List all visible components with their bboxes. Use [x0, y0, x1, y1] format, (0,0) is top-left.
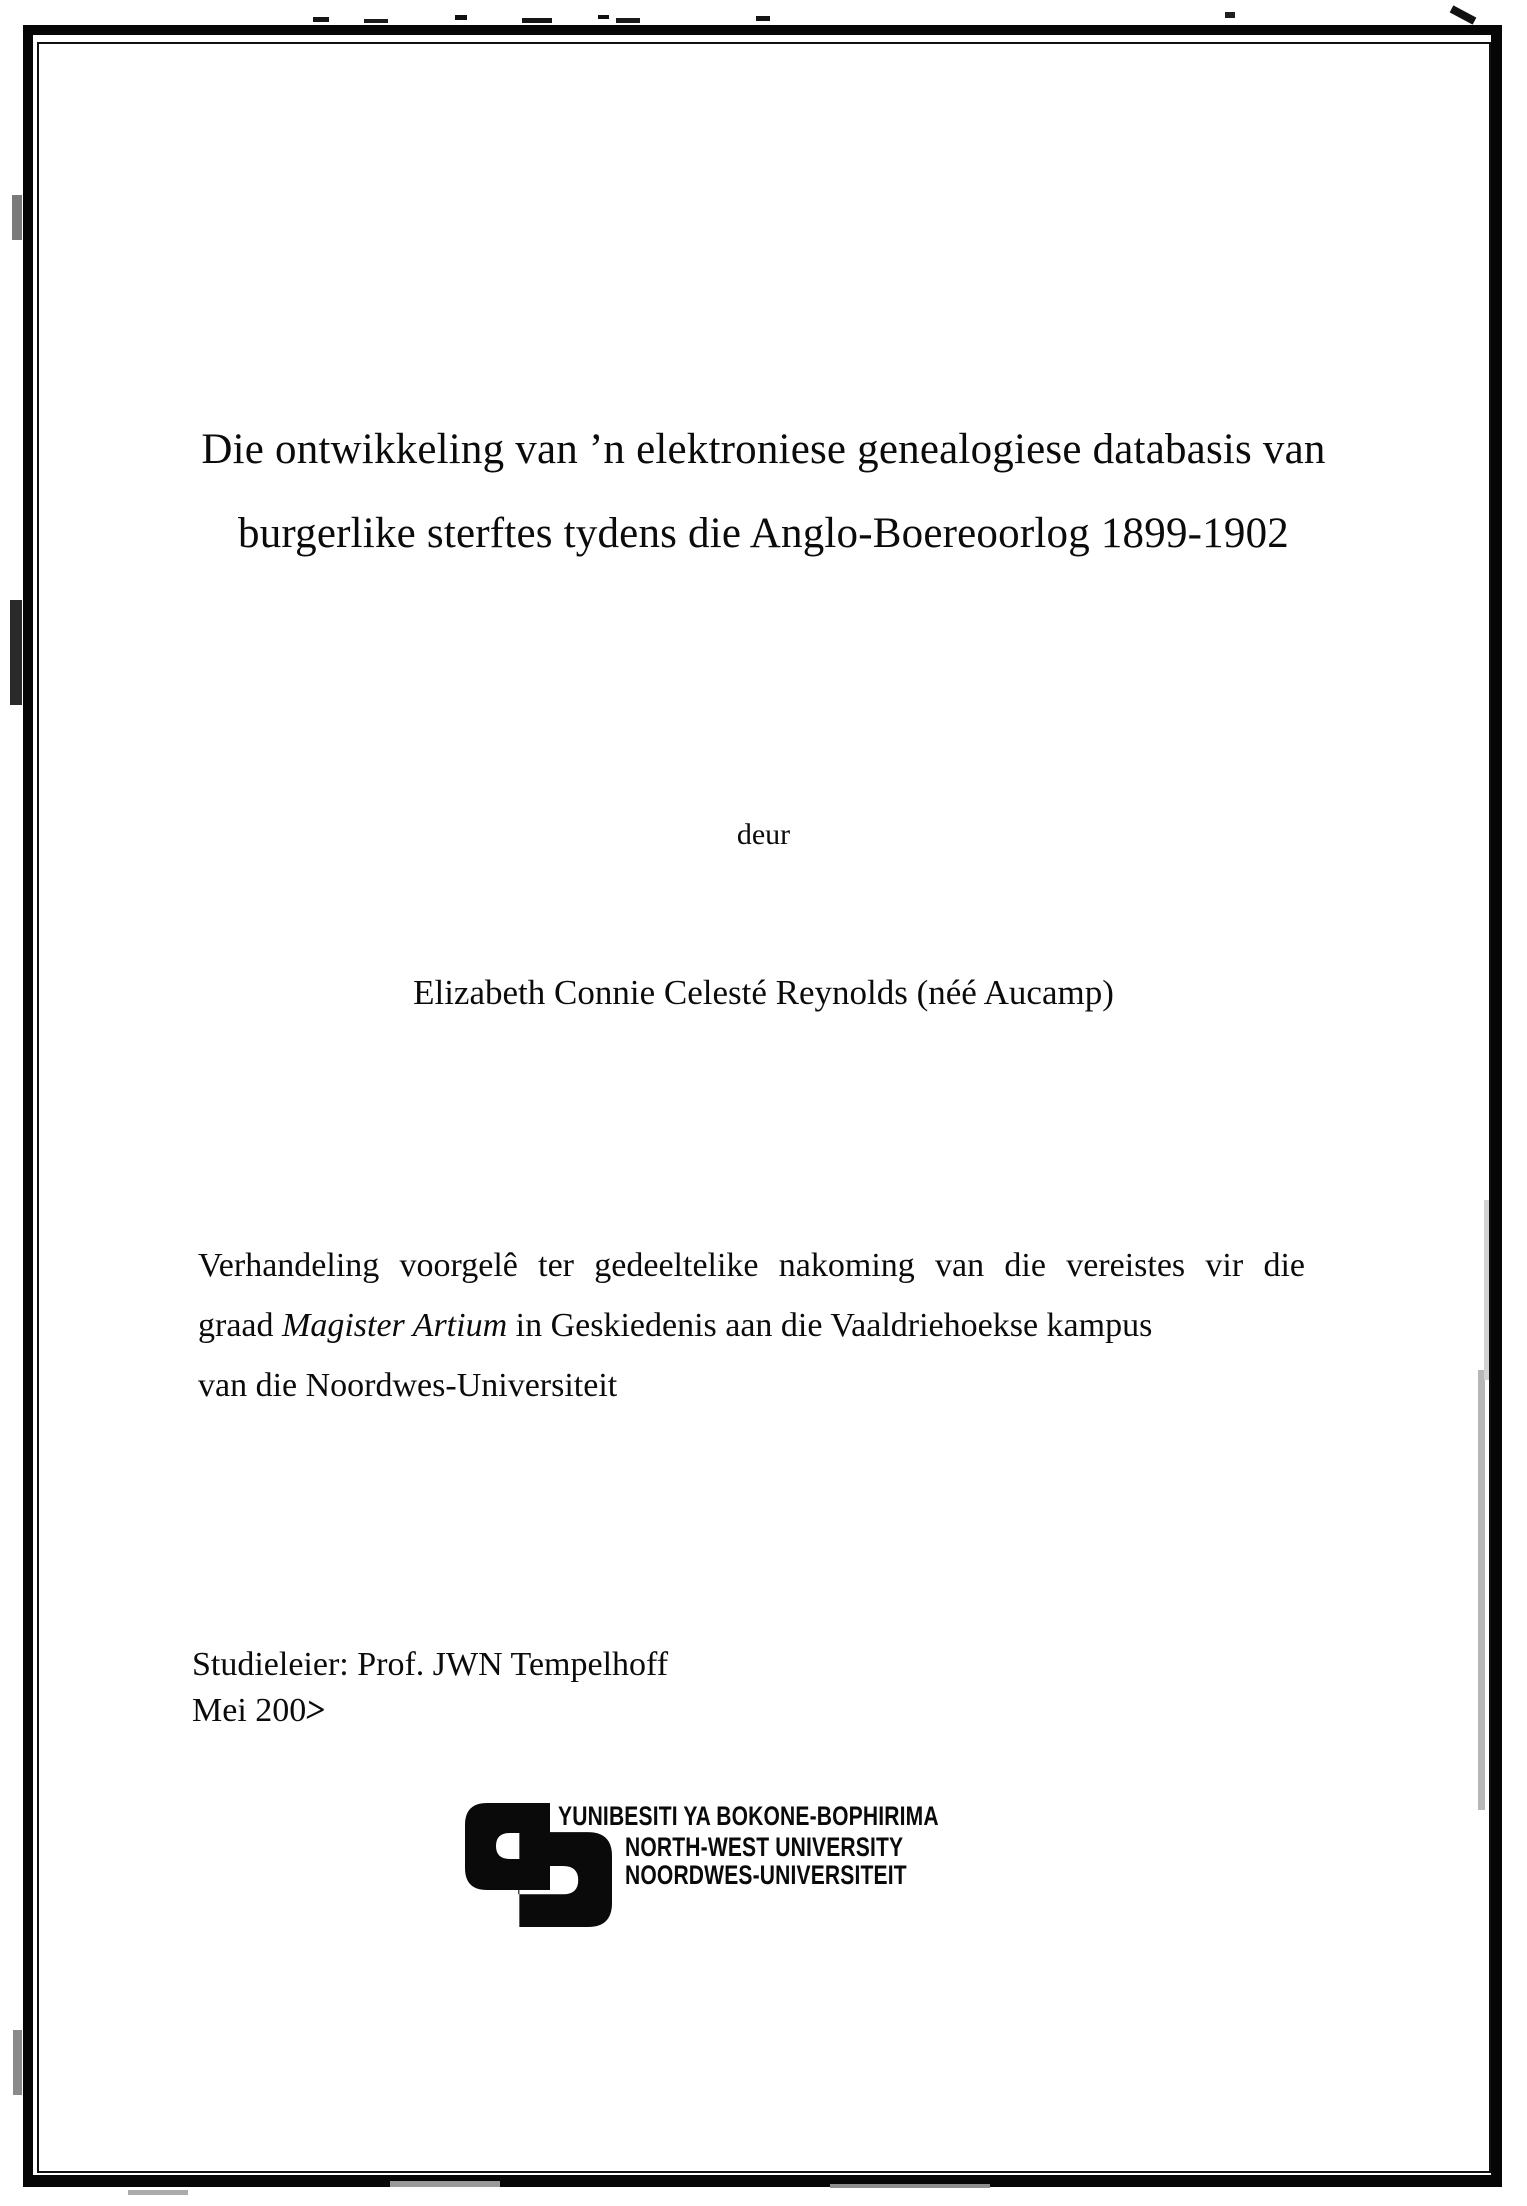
statement-line-2-post: in Geskiedenis aan die Vaaldriehoekse kampus	[507, 1307, 1153, 1344]
scan-artifact	[10, 600, 22, 705]
author-name: Elizabeth Connie Celesté Reynolds (néé Aucamp)	[413, 973, 1114, 1012]
scan-artifact	[598, 15, 609, 19]
degree-statement	[198, 1236, 1305, 1416]
date-last-digit-glyph: >	[303, 1690, 329, 1731]
scan-artifact	[313, 17, 329, 22]
scan-artifact	[12, 195, 22, 240]
scan-artifact	[830, 2184, 990, 2188]
date-text: Mei 200	[192, 1692, 307, 1729]
statement-line-3: van die Noordwes-Universiteit	[198, 1367, 618, 1404]
university-logo	[465, 1800, 1065, 1932]
statement-line-2-pre: graad	[198, 1307, 283, 1344]
scan-artifact	[1484, 1200, 1489, 1380]
scan-artifact	[756, 16, 770, 21]
scan-artifact	[1450, 5, 1477, 24]
scan-artifact	[455, 15, 467, 20]
scan-artifact	[390, 2181, 500, 2187]
logo-line-english: NORTH-WEST UNIVERSITY	[625, 1832, 904, 1862]
scan-artifact	[616, 18, 640, 23]
title-line-2: burgerlike sterftes tydens die Anglo-Boereoorlog 1899-1902	[238, 510, 1289, 557]
scan-artifact	[128, 2190, 188, 2195]
date-line	[192, 1690, 329, 1731]
supervisor-line: Studieleier: Prof. JWN Tempelhoff	[192, 1646, 669, 1683]
scan-artifact	[1478, 1370, 1485, 1810]
statement-line-2	[198, 1296, 1305, 1356]
scan-artifact	[13, 2030, 22, 2095]
title-line-1: Die ontwikkeling van ’n elektroniese genealogiese databasis van	[201, 426, 1326, 473]
logo-line-setswana: YUNIBESITI YA BOKONE-BOPHIRIMA	[558, 1801, 939, 1831]
scan-artifact	[522, 18, 552, 23]
statement-line-1: Verhandeling voorgelê ter gedeeltelike nakoming van die vereistes vir die	[198, 1247, 1305, 1284]
scan-artifact	[364, 19, 388, 23]
thesis-title	[0, 408, 1527, 576]
scan-artifact	[1225, 12, 1235, 18]
byline: deur	[736, 818, 791, 851]
logo-line-afrikaans: NOORDWES-UNIVERSITEIT	[625, 1860, 907, 1890]
degree-name-italic: Magister Artium	[282, 1307, 508, 1344]
